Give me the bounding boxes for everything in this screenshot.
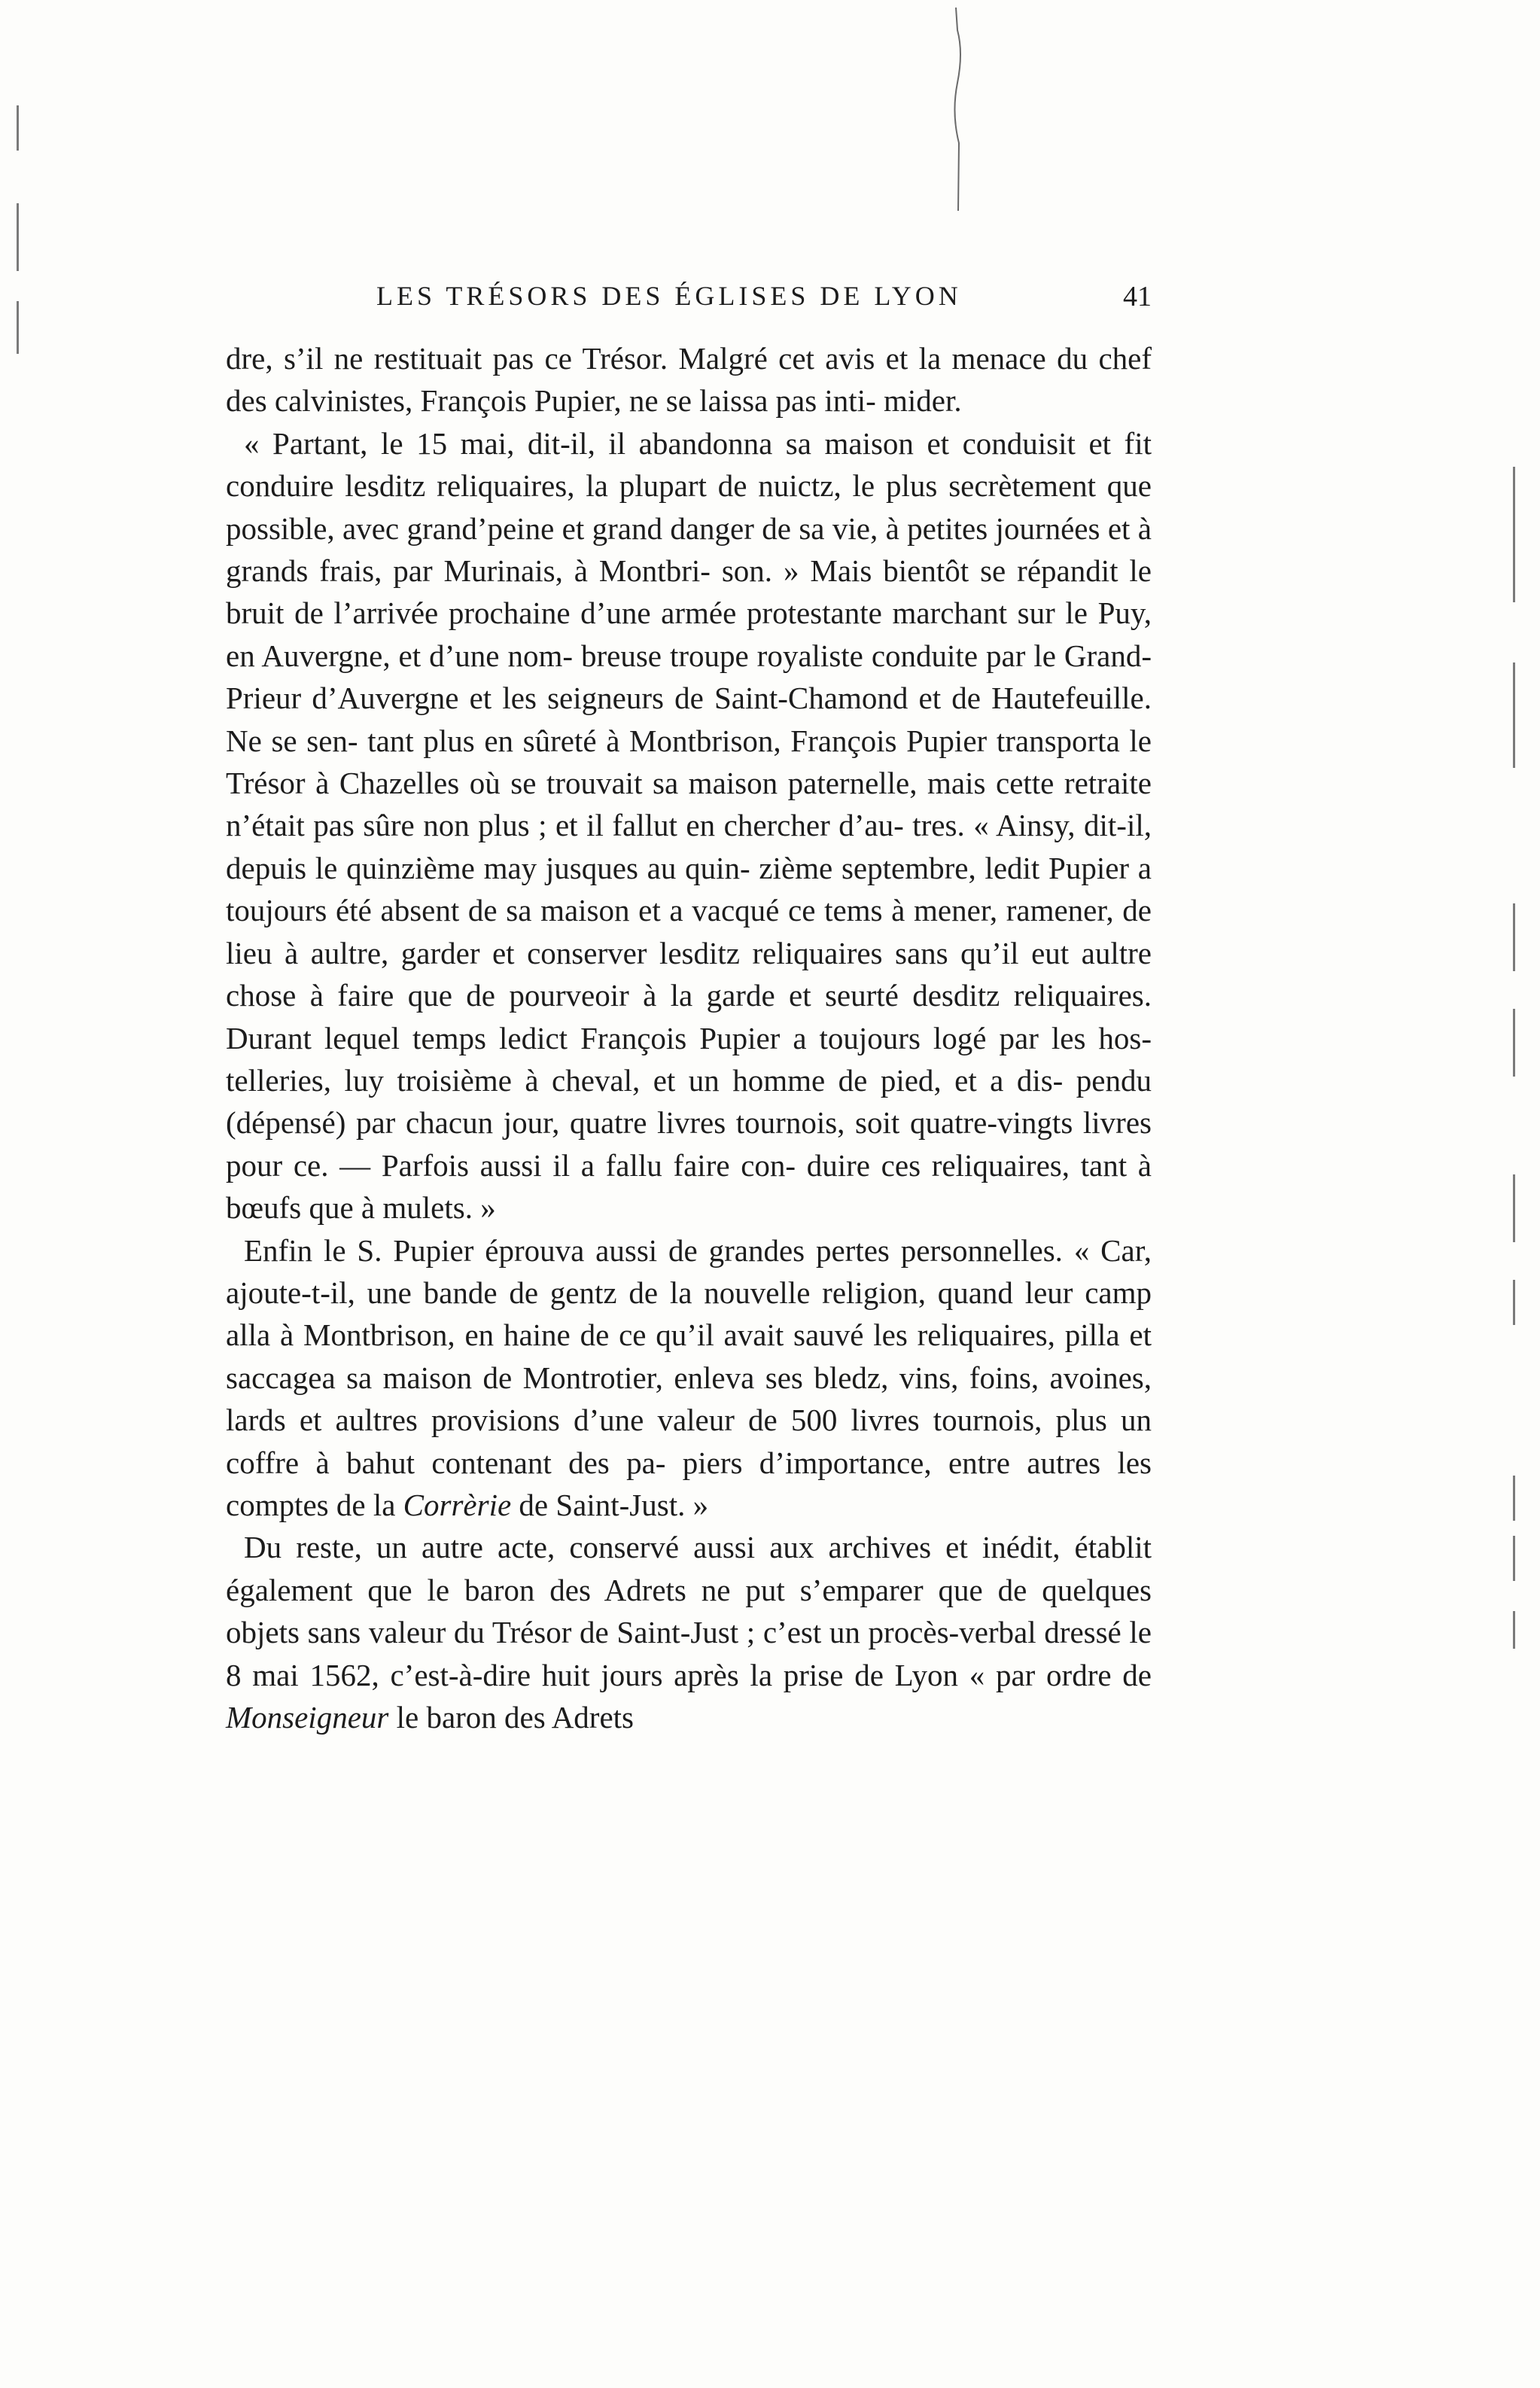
- text-line: son. » Mais bientôt se répandit le bruit de l’arrivée prochaine d’une: [226, 553, 1152, 631]
- scan-edge-mark: [1513, 1280, 1515, 1325]
- scan-edge-mark: [1513, 467, 1515, 602]
- text-line: lequel temps ledict François Pupier a toujours logé par les hos-: [324, 1020, 1152, 1055]
- paragraph-1: [226, 337, 1152, 422]
- scan-edge-mark: [1513, 1536, 1515, 1581]
- text-line: et les seigneurs de Saint-Chamond et de Hautefeuille. Ne se sen-: [226, 681, 1152, 758]
- text-line: Enfin le S. Pupier éprouva aussi de grandes pertes personnelles.: [244, 1232, 1063, 1268]
- page-header: [226, 280, 1152, 325]
- text-line: leur camp alla à Montbrison, en haine de ce qu’il avait sauvé les: [226, 1275, 1152, 1353]
- scan-edge-mark: [17, 301, 19, 354]
- text-line: Saint-Just. »: [555, 1487, 709, 1522]
- text-line: armée protestante marchant sur le Puy, en Auvergne, et d’une nom-: [226, 595, 1152, 673]
- text-line: et fit conduire lesditz reliquaires, la plupart de nuictz, le plus: [226, 425, 1152, 504]
- scan-edge-mark: [17, 203, 19, 271]
- text-line: telleries, luy troisième à cheval, et un homme de pied, et a dis-: [226, 1062, 1064, 1098]
- scan-edge-mark: [1513, 1009, 1515, 1077]
- text-line: tres. « Ainsy, dit-il, depuis le quinzième may jusques au quin-: [226, 808, 1152, 885]
- text-line: dre, s’il ne restituait pas ce Trésor. Malgré cet avis et la menace: [226, 341, 1046, 376]
- text-line: Du reste, un autre acte, conservé aussi aux archives et inédit,: [244, 1530, 1061, 1565]
- paragraph-4: [226, 1526, 1152, 1738]
- scan-edge-mark: [1513, 1174, 1515, 1242]
- text-line: de 500 livres tournois, plus un coffre à bahut contenant des pa-: [226, 1403, 1152, 1480]
- text-line: bledz, vins, foins, avoines, lards et aultres provisions d’une valeur: [226, 1360, 1152, 1438]
- text-line: breuse troupe royaliste conduite par le Grand-Prieur d’Auvergne: [226, 638, 1152, 716]
- body-text: [226, 337, 1152, 1738]
- text-line: reliquaires, pilla et saccagea sa maison de Montrotier, enleva ses: [226, 1317, 1152, 1395]
- scan-edge-mark: [1513, 903, 1515, 971]
- paragraph-2: [226, 422, 1152, 1229]
- running-title: LES TRÉSORS DES ÉGLISES DE LYON: [376, 281, 962, 311]
- text-line: Trésor à Chazelles où se trouvait sa maison paternelle, mais cette: [226, 766, 1055, 801]
- text-line: la prise de Lyon « par ordre de Monseigneur le baron des Adrets: [226, 1657, 1152, 1735]
- text-line: que de pourveoir à la garde et seurté desditz reliquaires. Durant: [226, 978, 1152, 1055]
- text-line: procès-verbal dressé le 8 mai 1562, c’est-à-dire huit jours après: [226, 1615, 1152, 1692]
- text-line: quelques objets sans valeur du Trésor de Saint-Just ; c’est un: [226, 1572, 1152, 1650]
- text-line: « Partant, le 15 mai, dit-il, il abandonna sa maison et conduisit: [244, 425, 1076, 461]
- text-line: secrètement que possible, avec grand’peine et grand danger de sa: [226, 468, 1152, 546]
- text-line: zième septembre, ledit Pupier a toujours été absent de sa maison: [226, 850, 1152, 928]
- text-line: piers d’importance, entre autres les comptes de la Corrèrie de: [226, 1445, 1152, 1522]
- text-line: établit également que le baron des Adrets ne put s’emparer que de: [226, 1530, 1152, 1607]
- paragraph-3: [226, 1229, 1152, 1527]
- page-curl-mark: [947, 8, 969, 211]
- text-line: tant plus en sûreté à Montbrison, François Pupier transporta le: [367, 723, 1152, 758]
- scan-edge-mark: [1513, 1476, 1515, 1521]
- text-line: retraite n’était pas sûre non plus ; et il fallut en chercher d’au-: [226, 766, 1152, 843]
- text-line: duire ces reliquaires, tant à bœufs que à mulets. »: [226, 1147, 1152, 1226]
- text-line: mider.: [884, 383, 962, 419]
- scan-edge-mark: [1513, 662, 1515, 768]
- text-line: conserver lesditz reliquaires sans qu’il eut aultre chose à faire: [226, 935, 1152, 1013]
- text-line: quatre-vingts livres pour ce. — Parfois aussi il a fallu faire con-: [226, 1105, 1152, 1183]
- scan-edge-mark: [1513, 1611, 1515, 1649]
- text-line: du chef des calvinistes, François Pupier, ne se laissa pas inti-: [226, 341, 1152, 419]
- text-line: vie, à petites journées et à grands frais, par Murinais, à Montbri-: [226, 510, 1152, 589]
- text-line: et a vacqué ce tems à mener, ramener, de lieu à aultre, garder et: [226, 893, 1152, 970]
- page-number: 41: [1123, 281, 1152, 312]
- text-line: pendu (dépensé) par chacun jour, quatre livres tournois, soit: [226, 1062, 1152, 1141]
- scan-edge-mark: [17, 105, 19, 151]
- text-line: « Car, ajoute-t-il, une bande de gentz de la nouvelle religion, quand: [226, 1232, 1152, 1310]
